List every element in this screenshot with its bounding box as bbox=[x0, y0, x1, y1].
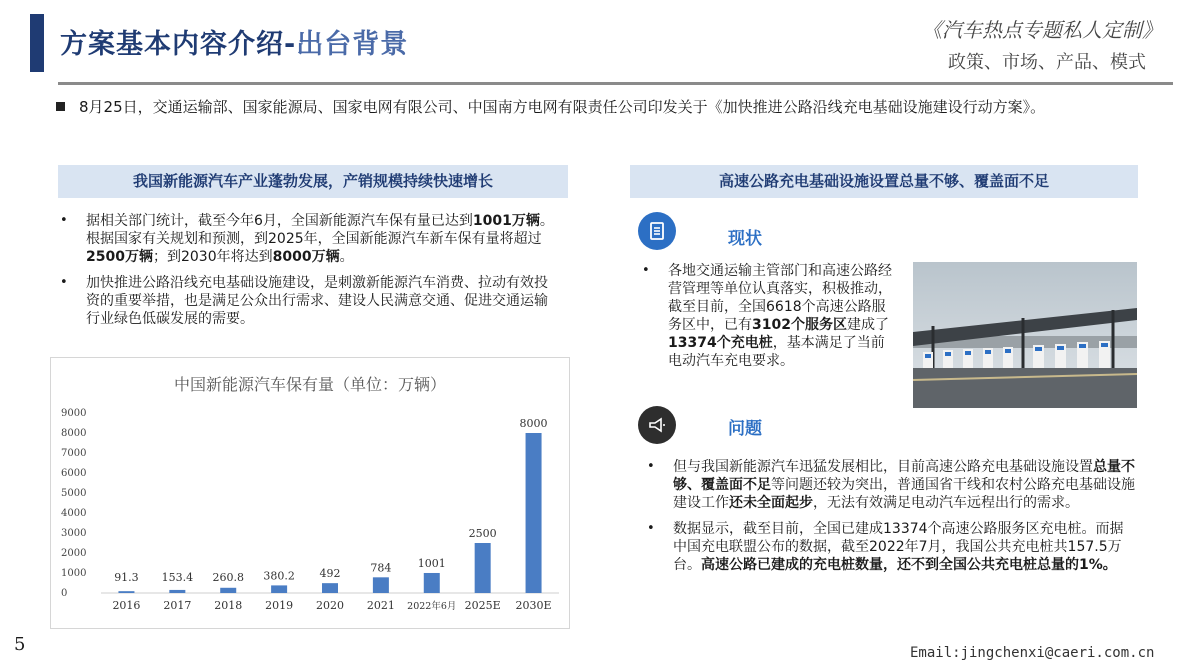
y-tick-label: 8000 bbox=[61, 428, 87, 439]
megaphone-icon bbox=[647, 415, 667, 435]
problem-heading: 问题 bbox=[728, 419, 762, 439]
chart-title: 中国新能源汽车保有量（单位：万辆） bbox=[173, 375, 447, 394]
x-tick-label: 2019 bbox=[265, 599, 294, 612]
intro-text: 8月25日，交通运输部、国家能源局、国家电网有限公司、中国南方电网有限责任公司印发关于《加快推进公路沿线充电基础设施建设行动方案》。 bbox=[79, 98, 1046, 116]
header-divider bbox=[58, 82, 1173, 85]
left-bullet-list bbox=[60, 212, 560, 336]
y-tick-label: 3000 bbox=[61, 528, 87, 539]
y-tick-label: 2000 bbox=[61, 548, 87, 559]
bullet-emphasis: 高速公路已建成的充电桩数量，还不到全国公共充电桩总量的1%。 bbox=[701, 557, 1117, 573]
data-label: 380.2 bbox=[263, 569, 295, 583]
square-bullet-icon bbox=[56, 102, 65, 111]
left-banner: 我国新能源汽车产业蓬勃发展，产销规模持续快速增长 bbox=[58, 165, 568, 198]
bullet-emphasis: 1001万辆 bbox=[472, 213, 540, 229]
data-label: 2500 bbox=[468, 527, 497, 540]
data-label: 492 bbox=[319, 567, 341, 581]
charging-station-illustration bbox=[913, 262, 1137, 408]
problem-icon-circle bbox=[638, 406, 676, 444]
bar bbox=[118, 591, 134, 593]
bar bbox=[373, 577, 389, 593]
bullet-emphasis: 总量不够、覆盖面不足 bbox=[673, 459, 1135, 493]
y-tick-label: 4000 bbox=[61, 508, 87, 519]
right-banner: 高速公路充电基础设施设置总量不够、覆盖面不足 bbox=[630, 165, 1138, 198]
bullet-text: ，基本满足了当前电动汽车充电要求。 bbox=[668, 335, 885, 369]
data-label: 260.8 bbox=[212, 571, 244, 584]
status-heading: 现状 bbox=[728, 229, 762, 249]
bar bbox=[526, 433, 542, 593]
bullet-emphasis: 8000万辆 bbox=[272, 249, 340, 265]
bullet-item bbox=[60, 212, 560, 266]
x-tick-label: 2016 bbox=[112, 599, 141, 612]
x-tick-label: 2021 bbox=[366, 599, 395, 612]
bar bbox=[475, 543, 491, 593]
y-tick-label: 5000 bbox=[61, 488, 87, 499]
x-tick-label: 2018 bbox=[214, 599, 243, 612]
x-tick-label: 2020 bbox=[316, 599, 344, 612]
bullet-emphasis: 13374个充电桩 bbox=[668, 335, 773, 351]
bullet-emphasis: 还未全面起步 bbox=[729, 495, 813, 511]
bullet-text: 等问题还较为突出，普通国省干线和农村公路充电基础设施建设工作 bbox=[673, 477, 1135, 511]
bar bbox=[271, 585, 287, 593]
status-bullet-list bbox=[642, 262, 898, 378]
data-label: 1001 bbox=[417, 556, 446, 570]
intro-paragraph bbox=[56, 98, 1146, 117]
data-label: 153.4 bbox=[161, 571, 194, 584]
bullet-text: 。根据国家有关规划和预测，到2025年，全国新能源汽车新车保有量将超过 bbox=[86, 213, 554, 247]
bar bbox=[424, 573, 440, 593]
problem-bullet-list bbox=[647, 458, 1137, 582]
x-tick-label: 2022年6月 bbox=[407, 601, 457, 612]
bullet-text: 据相关部门统计，截至今年6月，全国新能源汽车保有量已达到 bbox=[86, 213, 473, 229]
page-title bbox=[60, 22, 408, 61]
bar bbox=[169, 590, 185, 593]
bullet-text: 各地交通运输主管部门和高速公路经营管理等单位认真落实，积极推动，截至目前，全国6618个高速公路服务区中，已有 bbox=[668, 263, 892, 333]
bullet-text: ，无法有效满足电动汽车远程出行的需求。 bbox=[813, 495, 1079, 511]
y-tick-label: 1000 bbox=[61, 568, 87, 579]
contact-email: Email:jingchenxi@caeri.com.cn bbox=[910, 645, 1155, 661]
bullet-text: 加快推进公路沿线充电基础设施建设，是刺激新能源汽车消费、拉动有效投资的重要举措，也是满足公众出行需求、建设人民满意交通、促进交通运输行业绿色低碳发展的需要。 bbox=[86, 275, 548, 327]
document-list-icon bbox=[647, 221, 667, 241]
bullet-text: 数据显示，截至目前，全国已建成13374个高速公路服务区充电桩。而据中国充电联盟公布的数据，截至2022年7月，我国公共充电桩共157.5万台。 bbox=[673, 521, 1124, 573]
series-title: 《汽车热点专题私人定制》 bbox=[922, 18, 1162, 42]
bar bbox=[322, 583, 338, 593]
title-sub: 出台背景 bbox=[296, 29, 409, 60]
series-keywords: 政策、市场、产品、模式 bbox=[948, 52, 1146, 73]
data-label: 8000 bbox=[519, 417, 548, 430]
y-tick-label: 9000 bbox=[61, 408, 87, 419]
y-tick-label: 7000 bbox=[61, 448, 87, 459]
title-main: 方案基本内容介绍- bbox=[60, 29, 297, 60]
bullet-emphasis: 3102个服务区 bbox=[752, 317, 847, 333]
x-tick-label: 2030E bbox=[515, 599, 552, 612]
bullet-emphasis: 2500万辆 bbox=[86, 249, 153, 265]
bullet-text: 。 bbox=[339, 249, 354, 265]
bullet-item bbox=[60, 274, 560, 328]
title-accent-bar bbox=[30, 14, 44, 72]
status-icon-circle bbox=[638, 212, 676, 250]
data-label: 91.3 bbox=[114, 571, 139, 584]
y-tick-label: 6000 bbox=[61, 468, 87, 479]
chart-svg bbox=[51, 358, 569, 628]
page-number: 5 bbox=[14, 634, 26, 655]
bullet-item bbox=[647, 458, 1137, 512]
ev-stock-chart bbox=[50, 357, 570, 629]
bullet-text: 但与我国新能源汽车迅猛发展相比，目前高速公路充电基础设施设置 bbox=[673, 459, 1093, 475]
charging-station-photo bbox=[913, 262, 1137, 408]
bullet-text: ；到2030年将达到 bbox=[152, 249, 273, 265]
bar bbox=[220, 588, 236, 593]
bullet-item bbox=[642, 262, 898, 370]
bullet-text: 建成了 bbox=[846, 317, 889, 333]
x-tick-label: 2017 bbox=[163, 599, 192, 612]
data-label: 784 bbox=[370, 561, 392, 575]
x-tick-label: 2025E bbox=[464, 599, 501, 612]
bullet-item bbox=[647, 520, 1137, 574]
y-tick-label: 0 bbox=[61, 588, 68, 599]
